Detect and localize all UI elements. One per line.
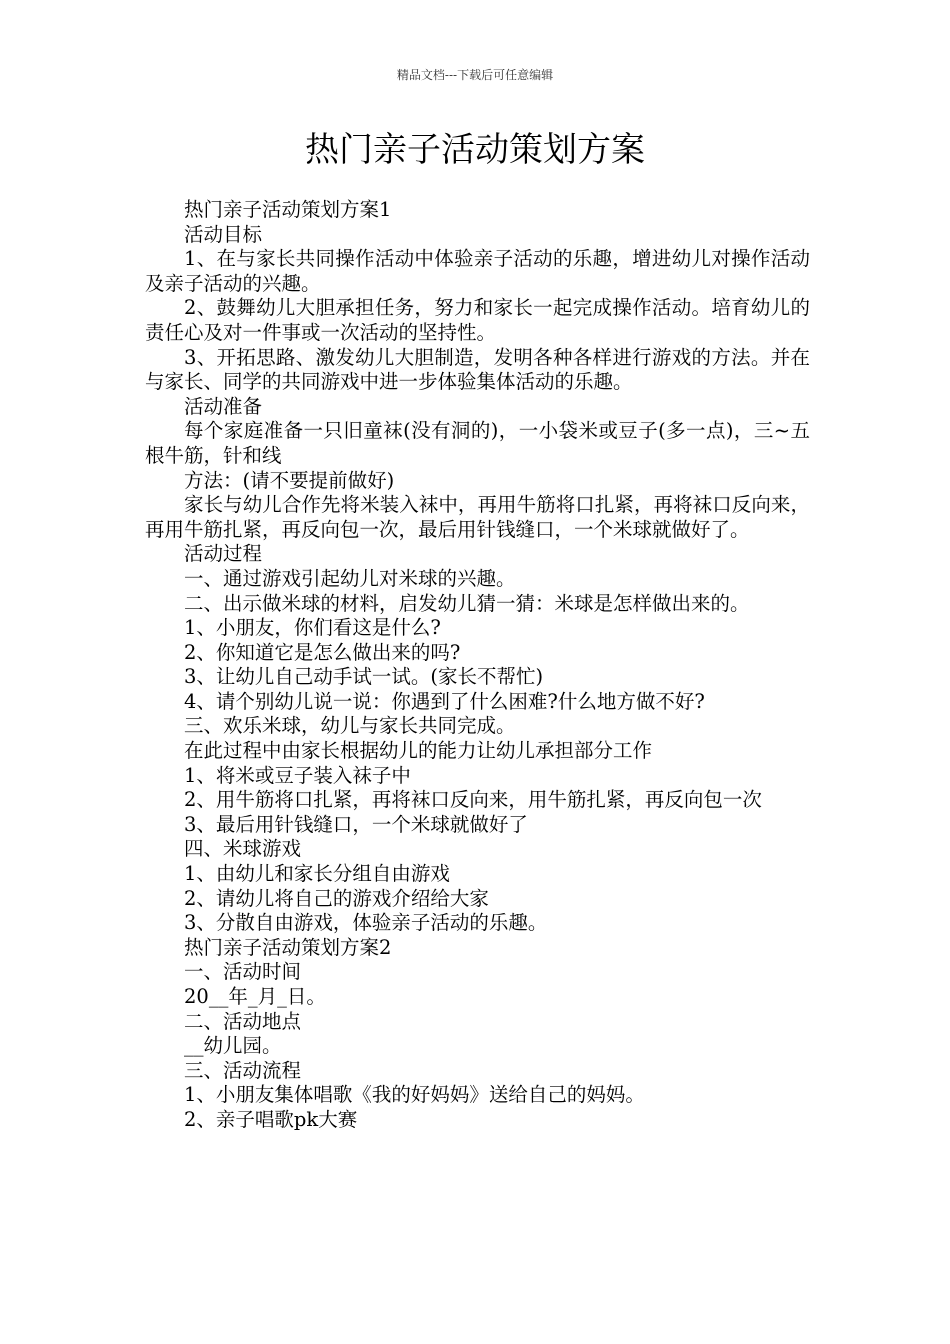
- document-body: [145, 198, 810, 1133]
- paragraph: 3、分散自由游戏，体验亲子活动的乐趣。: [184, 911, 548, 935]
- paragraph: 一、通过游戏引起幼儿对米球的兴趣。: [184, 566, 516, 590]
- paragraph: 1、小朋友，你们看这是什么?: [184, 616, 441, 640]
- paragraph: 三、欢乐米球，幼儿与家长共同完成。: [184, 714, 516, 738]
- paragraph: 家长与幼儿合作先将米装入袜中，再用牛筋将口扎紧，再将袜口反向来，再用牛筋扎紧，再反向包一次，最后用针钱缝口，一个米球就做好了。: [145, 493, 810, 541]
- document-title: 热门亲子活动策划方案: [305, 130, 645, 170]
- paragraph: 二、出示做米球的材料，启发幼儿猜一猜：米球是怎样做出来的。: [184, 591, 750, 615]
- paragraph: 热门亲子活动策划方案1: [184, 198, 392, 221]
- paragraph: 二、活动地点: [184, 1009, 302, 1033]
- paragraph: 一、活动时间: [184, 960, 302, 984]
- paragraph: __幼儿园。: [184, 1034, 282, 1058]
- paragraph: 2、鼓舞幼儿大胆承担任务，努力和家长一起完成操作活动。培育幼儿的责任心及对一件事或一次活动的坚持性。: [145, 296, 810, 344]
- paragraph: 2、亲子唱歌pk大赛: [184, 1107, 358, 1131]
- paragraph: 4、请个别幼儿说一说：你遇到了什么困难?什么地方做不好?: [184, 689, 705, 713]
- paragraph: 1、将米或豆子装入袜子中: [184, 763, 411, 787]
- paragraph: 热门亲子活动策划方案2: [184, 935, 392, 959]
- paragraph: 3、开拓思路、激发幼儿大胆制造，发明各种各样进行游戏的方法。并在与家长、同学的共同游戏中进一步体验集体活动的乐趣。: [145, 345, 810, 394]
- paragraph: 3、最后用针钱缝口，一个米球就做好了: [184, 812, 528, 836]
- paragraph: 1、小朋友集体唱歌《我的好妈妈》送给自己的妈妈。: [184, 1083, 645, 1107]
- paragraph: 四、米球游戏: [184, 837, 302, 861]
- paragraph: 2、用牛筋将口扎紧，再将袜口反向来，用牛筋扎紧，再反向包一次: [184, 788, 762, 812]
- paragraph: 每个家庭准备一只旧童袜(没有洞的)，一小袋米或豆子(多一点)，三~五根牛筋，针和线: [145, 419, 810, 467]
- paragraph: 1、在与家长共同操作活动中体验亲子活动的乐趣，增进幼儿对操作活动及亲子活动的兴趣。: [145, 247, 810, 295]
- paragraph: 活动目标: [184, 222, 263, 246]
- paragraph: 2、请幼儿将自己的游戏介绍给大家: [184, 886, 489, 910]
- paragraph: 2、你知道它是怎么做出来的吗?: [184, 640, 461, 664]
- paragraph: 在此过程中由家长根据幼儿的能力让幼儿承担部分工作: [184, 739, 653, 763]
- paragraph: 20__年_月_日。: [184, 985, 326, 1008]
- paragraph: 三、活动流程: [184, 1058, 302, 1082]
- header-note: 精品文档---下载后可任意编辑: [396, 68, 554, 82]
- paragraph: 1、由幼儿和家长分组自由游戏: [184, 862, 450, 886]
- paragraph: 活动准备: [184, 394, 263, 418]
- paragraph: 活动过程: [184, 542, 263, 566]
- paragraph: 方法：(请不要提前做好): [184, 468, 395, 492]
- paragraph: 3、让幼儿自己动手试一试。(家长不帮忙): [184, 665, 544, 689]
